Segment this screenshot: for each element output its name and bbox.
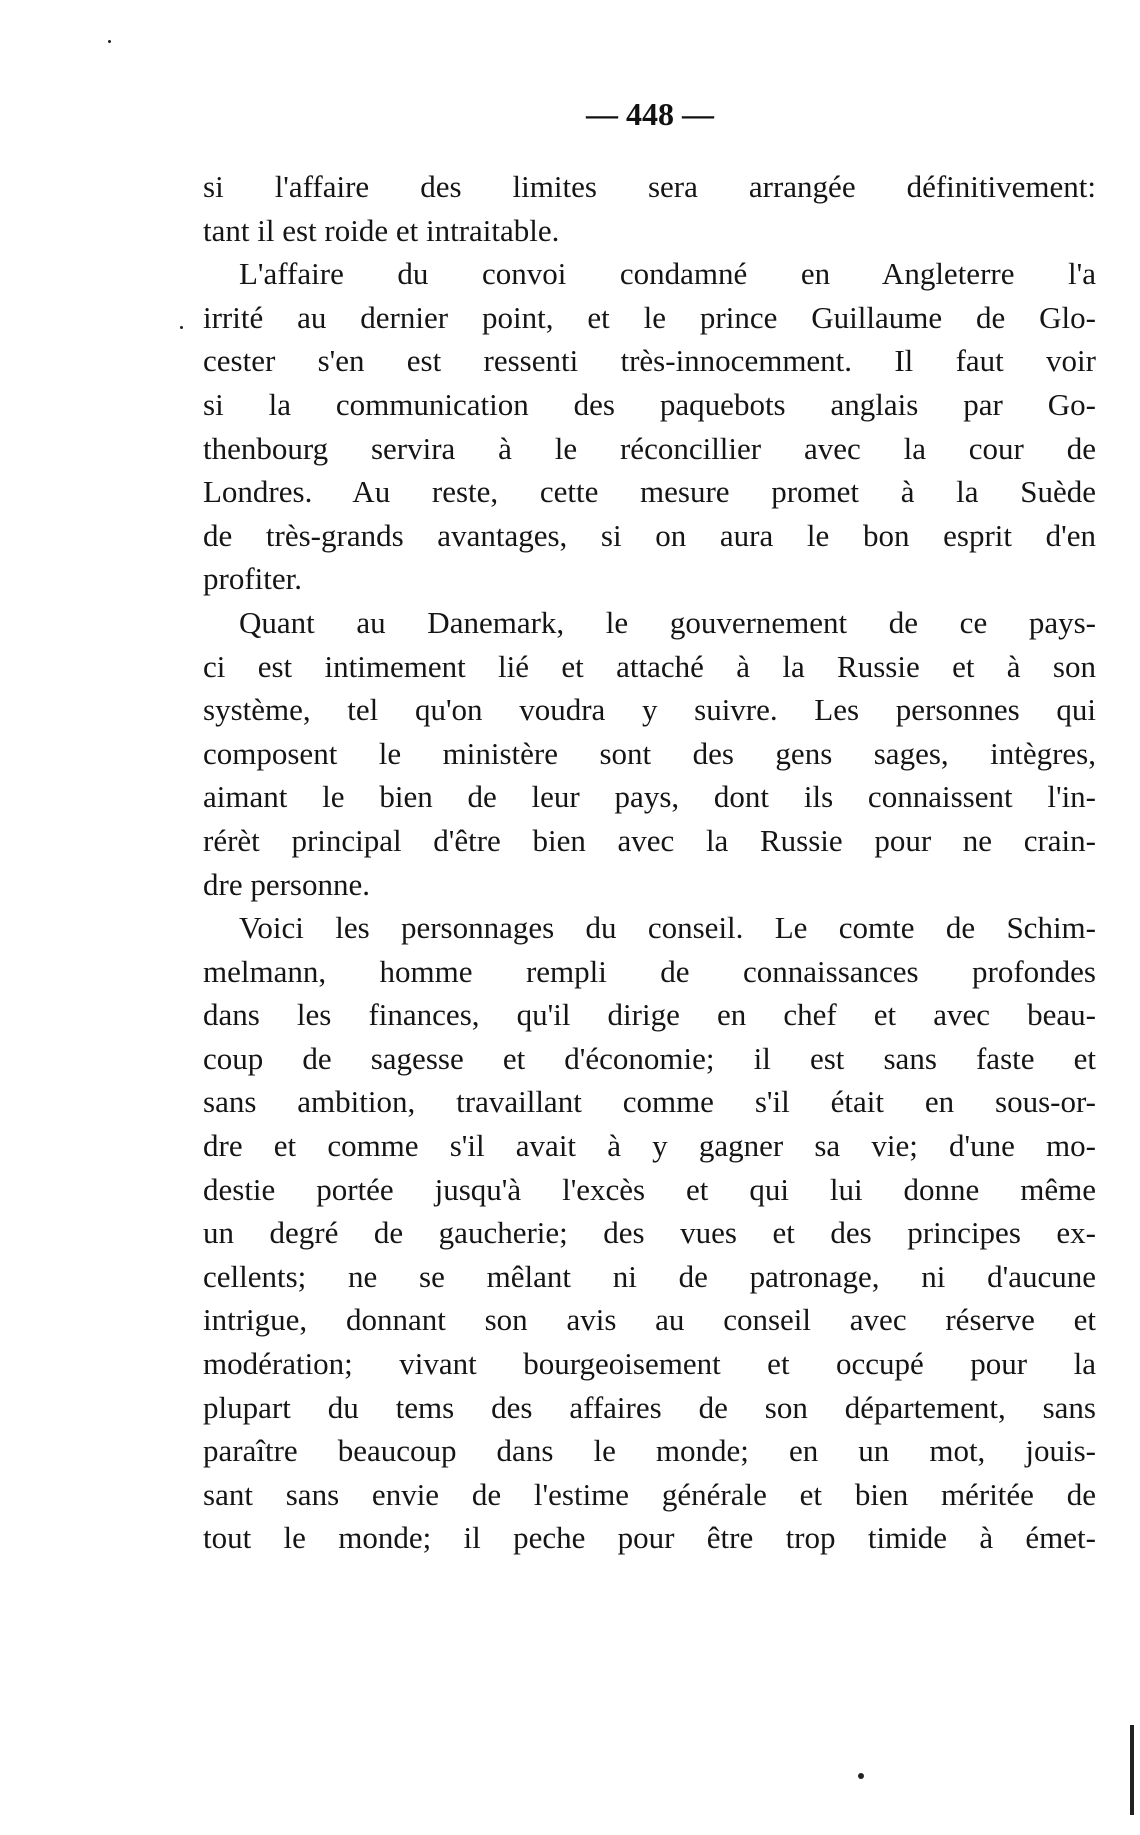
text-line: modération; vivant bourgeoisement et occupé pour la: [203, 1346, 1096, 1382]
text-line: composent le ministère sont des gens sages, intègres,: [203, 735, 1096, 771]
page-number: — 448 —: [586, 96, 714, 132]
text-line: cellents; ne se mêlant ni de patronage, ni d'aucune: [203, 1258, 1096, 1294]
text-line: L'affaire du convoi condamné en Angleterre l'a: [239, 256, 1096, 292]
text-line: melmann, homme rempli de connaissances profondes: [203, 953, 1096, 989]
ink-speck: [180, 326, 183, 329]
text-line: un degré de gaucherie; des vues et des principes ex-: [203, 1215, 1096, 1251]
text-line: de très-grands avantages, si on aura le bon esprit d'en: [203, 517, 1096, 553]
text-line: tant il est roide et intraitable.: [203, 212, 560, 248]
text-line: dre personne.: [203, 866, 370, 902]
text-line: plupart du tems des affaires de son département, sans: [203, 1389, 1096, 1425]
text-line: dre et comme s'il avait à y gagner sa vie; d'une mo-: [203, 1128, 1096, 1164]
text-line: rérèt principal d'être bien avec la Russie pour ne crain-: [203, 822, 1096, 858]
page-edge-shadow: [1130, 1725, 1134, 1815]
text-line: cester s'en est ressenti très-innocemment. Il faut voir: [203, 343, 1096, 379]
text-line: destie portée jusqu'à l'excès et qui lui donne même: [203, 1171, 1096, 1207]
text-line: thenbourg servira à le réconcillier avec la cour de: [203, 430, 1096, 466]
text-line: Voici les personnages du conseil. Le comte de Schim-: [239, 910, 1096, 946]
text-line: profiter.: [203, 561, 302, 597]
text-line: paraître beaucoup dans le monde; en un mot, jouis-: [203, 1433, 1096, 1469]
ink-speck: [108, 40, 111, 43]
text-line: système, tel qu'on voudra y suivre. Les personnes qui: [203, 692, 1096, 728]
text-line: ci est intimement lié et attaché à la Russie et à son: [203, 648, 1096, 684]
text-line: sant sans envie de l'estime générale et bien méritée de: [203, 1476, 1096, 1512]
text-line: aimant le bien de leur pays, dont ils connaissent l'in-: [203, 779, 1096, 815]
text-line: Quant au Danemark, le gouvernement de ce pays-: [239, 604, 1096, 640]
text-line: Londres. Au reste, cette mesure promet à la Suède: [203, 474, 1096, 510]
text-line: tout le monde; il peche pour être trop timide à émet-: [203, 1520, 1096, 1556]
ink-speck: [858, 1773, 864, 1779]
text-line: intrigue, donnant son avis au conseil avec réserve et: [203, 1302, 1096, 1338]
text-line: dans les finances, qu'il dirige en chef et avec beau-: [203, 997, 1096, 1033]
text-line: coup de sagesse et d'économie; il est sans faste et: [203, 1040, 1096, 1076]
text-line: sans ambition, travaillant comme s'il était en sous-or-: [203, 1084, 1096, 1120]
text-line: irrité au dernier point, et le prince Guillaume de Glo-: [203, 299, 1096, 335]
text-line: si la communication des paquebots anglais par Go-: [203, 386, 1096, 422]
body-text: [203, 165, 1096, 1560]
text-line: si l'affaire des limites sera arrangée définitivement:: [203, 169, 1096, 204]
